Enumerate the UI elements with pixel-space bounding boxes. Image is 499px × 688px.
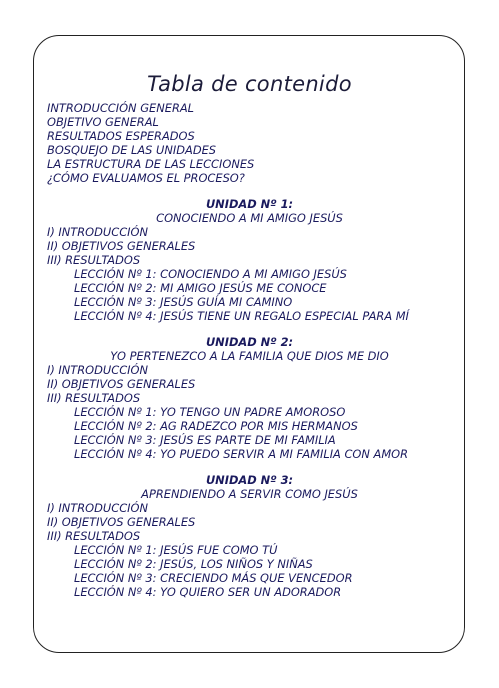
toc-lesson: LECCIÓN Nº 1: JESÚS FUE COMO TÚ — [74, 543, 278, 557]
toc-item: RESULTADOS ESPERADOS — [47, 129, 195, 143]
unit-heading: UNIDAD Nº 2: — [205, 335, 294, 349]
toc-section: II) OBJETIVOS GENERALES — [47, 377, 196, 391]
toc-lesson: LECCIÓN Nº 2: JESÚS, LOS NIÑOS Y NIÑAS — [74, 557, 313, 571]
toc-section: III) RESULTADOS — [47, 529, 141, 543]
unit-subtitle: APRENDIENDO A SERVIR COMO JESÚS — [141, 487, 358, 501]
toc-section: I) INTRODUCCIÓN — [47, 225, 149, 239]
unit-subtitle: CONOCIENDO A MI AMIGO JESÚS — [156, 211, 343, 225]
toc-lesson: LECCIÓN Nº 3: JESÚS GUÍA MI CAMINO — [74, 295, 293, 309]
toc-lesson: LECCIÓN Nº 4: JESÚS TIENE UN REGALO ESPECIAL PARA MÍ — [74, 309, 409, 323]
toc-item: BOSQUEJO DE LAS UNIDADES — [47, 143, 217, 157]
toc-item: INTRODUCCIÓN GENERAL — [47, 101, 194, 115]
page-title: Tabla de contenido — [147, 72, 352, 96]
toc-section: I) INTRODUCCIÓN — [47, 363, 149, 377]
toc-section: II) OBJETIVOS GENERALES — [47, 239, 196, 253]
toc-lesson: LECCIÓN Nº 2: AG RADEZCO POR MIS HERMANOS — [74, 419, 358, 433]
toc-item: OBJETIVO GENERAL — [47, 115, 159, 129]
toc-lesson: LECCIÓN Nº 2: MI AMIGO JESÚS ME CONOCE — [74, 281, 327, 295]
toc-section: I) INTRODUCCIÓN — [47, 501, 149, 515]
toc-lesson: LECCIÓN Nº 1: CONOCIENDO A MI AMIGO JESÚS — [74, 267, 347, 281]
toc-lesson: LECCIÓN Nº 1: YO TENGO UN PADRE AMOROSO — [74, 405, 346, 419]
unit-heading: UNIDAD Nº 1: — [205, 197, 294, 211]
toc-item: LA ESTRUCTURA DE LAS LECCIONES — [47, 157, 255, 171]
toc-lesson: LECCIÓN Nº 3: JESÚS ES PARTE DE MI FAMILIA — [74, 433, 336, 447]
toc-section: II) OBJETIVOS GENERALES — [47, 515, 196, 529]
toc-section: III) RESULTADOS — [47, 253, 141, 267]
unit-subtitle: YO PERTENEZCO A LA FAMILIA QUE DIOS ME DIO — [110, 349, 389, 363]
toc-item: ¿CÓMO EVALUAMOS EL PROCESO? — [47, 171, 245, 185]
toc-lesson: LECCIÓN Nº 4: YO QUIERO SER UN ADORADOR — [74, 585, 342, 599]
toc-section: III) RESULTADOS — [47, 391, 141, 405]
unit-heading: UNIDAD Nº 3: — [205, 473, 294, 487]
toc-lesson: LECCIÓN Nº 4: YO PUEDO SERVIR A MI FAMILIA CON AMOR — [74, 447, 409, 461]
toc-lesson: LECCIÓN Nº 3: CRECIENDO MÁS QUE VENCEDOR — [74, 571, 353, 585]
